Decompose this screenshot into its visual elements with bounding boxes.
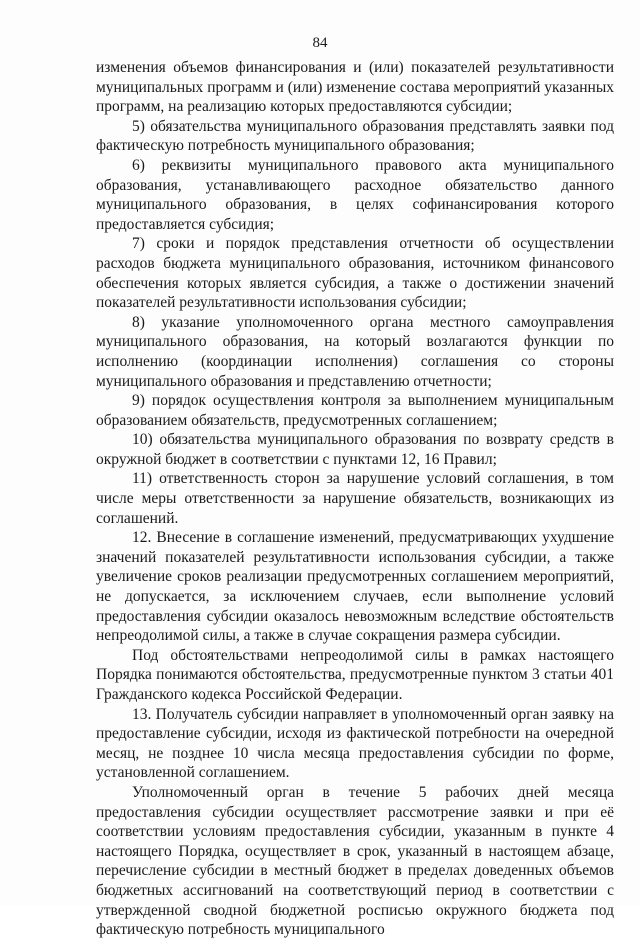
- paragraph-section-13: 13. Получатель субсидии направляет в уполномоченный орган заявку на предоставление субсидии, исходя из фактической потребности на очередной месяц, не позднее 10 числа месяца предоставления субсидии по форме, установленной соглашением.: [96, 705, 614, 782]
- paragraph-section-12: 12. Внесение в соглашение изменений, предусматривающих ухудшение значений показателей результативности использования субсидии, а также увеличение сроков реализации предусмотренных соглашением мероприятий, не допускается, за исключением случаев, если выполнение условий предоставления субсидии оказалось невозможным вследствие обстоятельств непреодолимой силы, а также в случае сокращения размера субсидии.: [96, 529, 614, 645]
- paragraph-item-6: 6) реквизиты муниципального правового акта муниципального образования, устанавливающего расходное обязательство данного муниципального образования, в целях софинансирования которого предоставляется субсидия;: [96, 156, 614, 233]
- paragraph-item-5: 5) обязательства муниципального образования представлять заявки под фактическую потребность муниципального образования;: [96, 117, 614, 155]
- paragraph-item-7: 7) сроки и порядок представления отчетности об осуществлении расходов бюджета муниципального образования, источником финансового обеспечения которых является субсидия, а также о достижении значений показателей результативности использования субсидии;: [96, 235, 614, 312]
- paragraph-authorized-body: Уполномоченный орган в течение 5 рабочих дней месяца предоставления субсидии осуществляет рассмотрение заявки и при её соответствии условиям предоставления субсидии, указанным в пункте 4 настоящего Порядка, осуществляет в срок, указанный в настоящем абзаце, перечисление субсидии в местный бюджет в пределах доведенных объемов бюджетных ассигнований на соответствующий период в соответствии с утвержденной сводной бюджетной росписью окружного бюджета под фактическую потребность муниципального: [96, 783, 614, 939]
- document-body: [96, 58, 614, 940]
- paragraph-force-majeure: Под обстоятельствами непреодолимой силы в рамках настоящего Порядка понимаются обстоятельства, предусмотренные пунктом 3 статьи 401 Гражданского кодекса Российской Федерации.: [96, 646, 614, 703]
- page-number: 84: [312, 35, 328, 51]
- paragraph-item-9: 9) порядок осуществления контроля за выполнением муниципальным образованием обязательств, предусмотренных соглашением;: [96, 392, 614, 429]
- paragraph-item-11: 11) ответственность сторон за нарушение условий соглашения, в том числе меры ответственности за нарушение обязательств, возникающих из соглашений.: [96, 470, 614, 527]
- paragraph-item-10: 10) обязательства муниципального образования по возврату средств в окружной бюджет в соответствии с пунктами 12, 16 Правил;: [96, 431, 614, 468]
- paragraph-1: изменения объемов финансирования и (или) показателей результативности муниципальных программ и (или) изменение состава мероприятий указанных программ, на реализацию которых предоставляются субсидии;: [96, 59, 614, 116]
- paragraph-item-8: 8) указание уполномоченного органа местного самоуправления муниципального образования, на который возлагаются функции по исполнению (координации исполнения) соглашения со стороны муниципального образования и представлению отчетности;: [96, 313, 614, 390]
